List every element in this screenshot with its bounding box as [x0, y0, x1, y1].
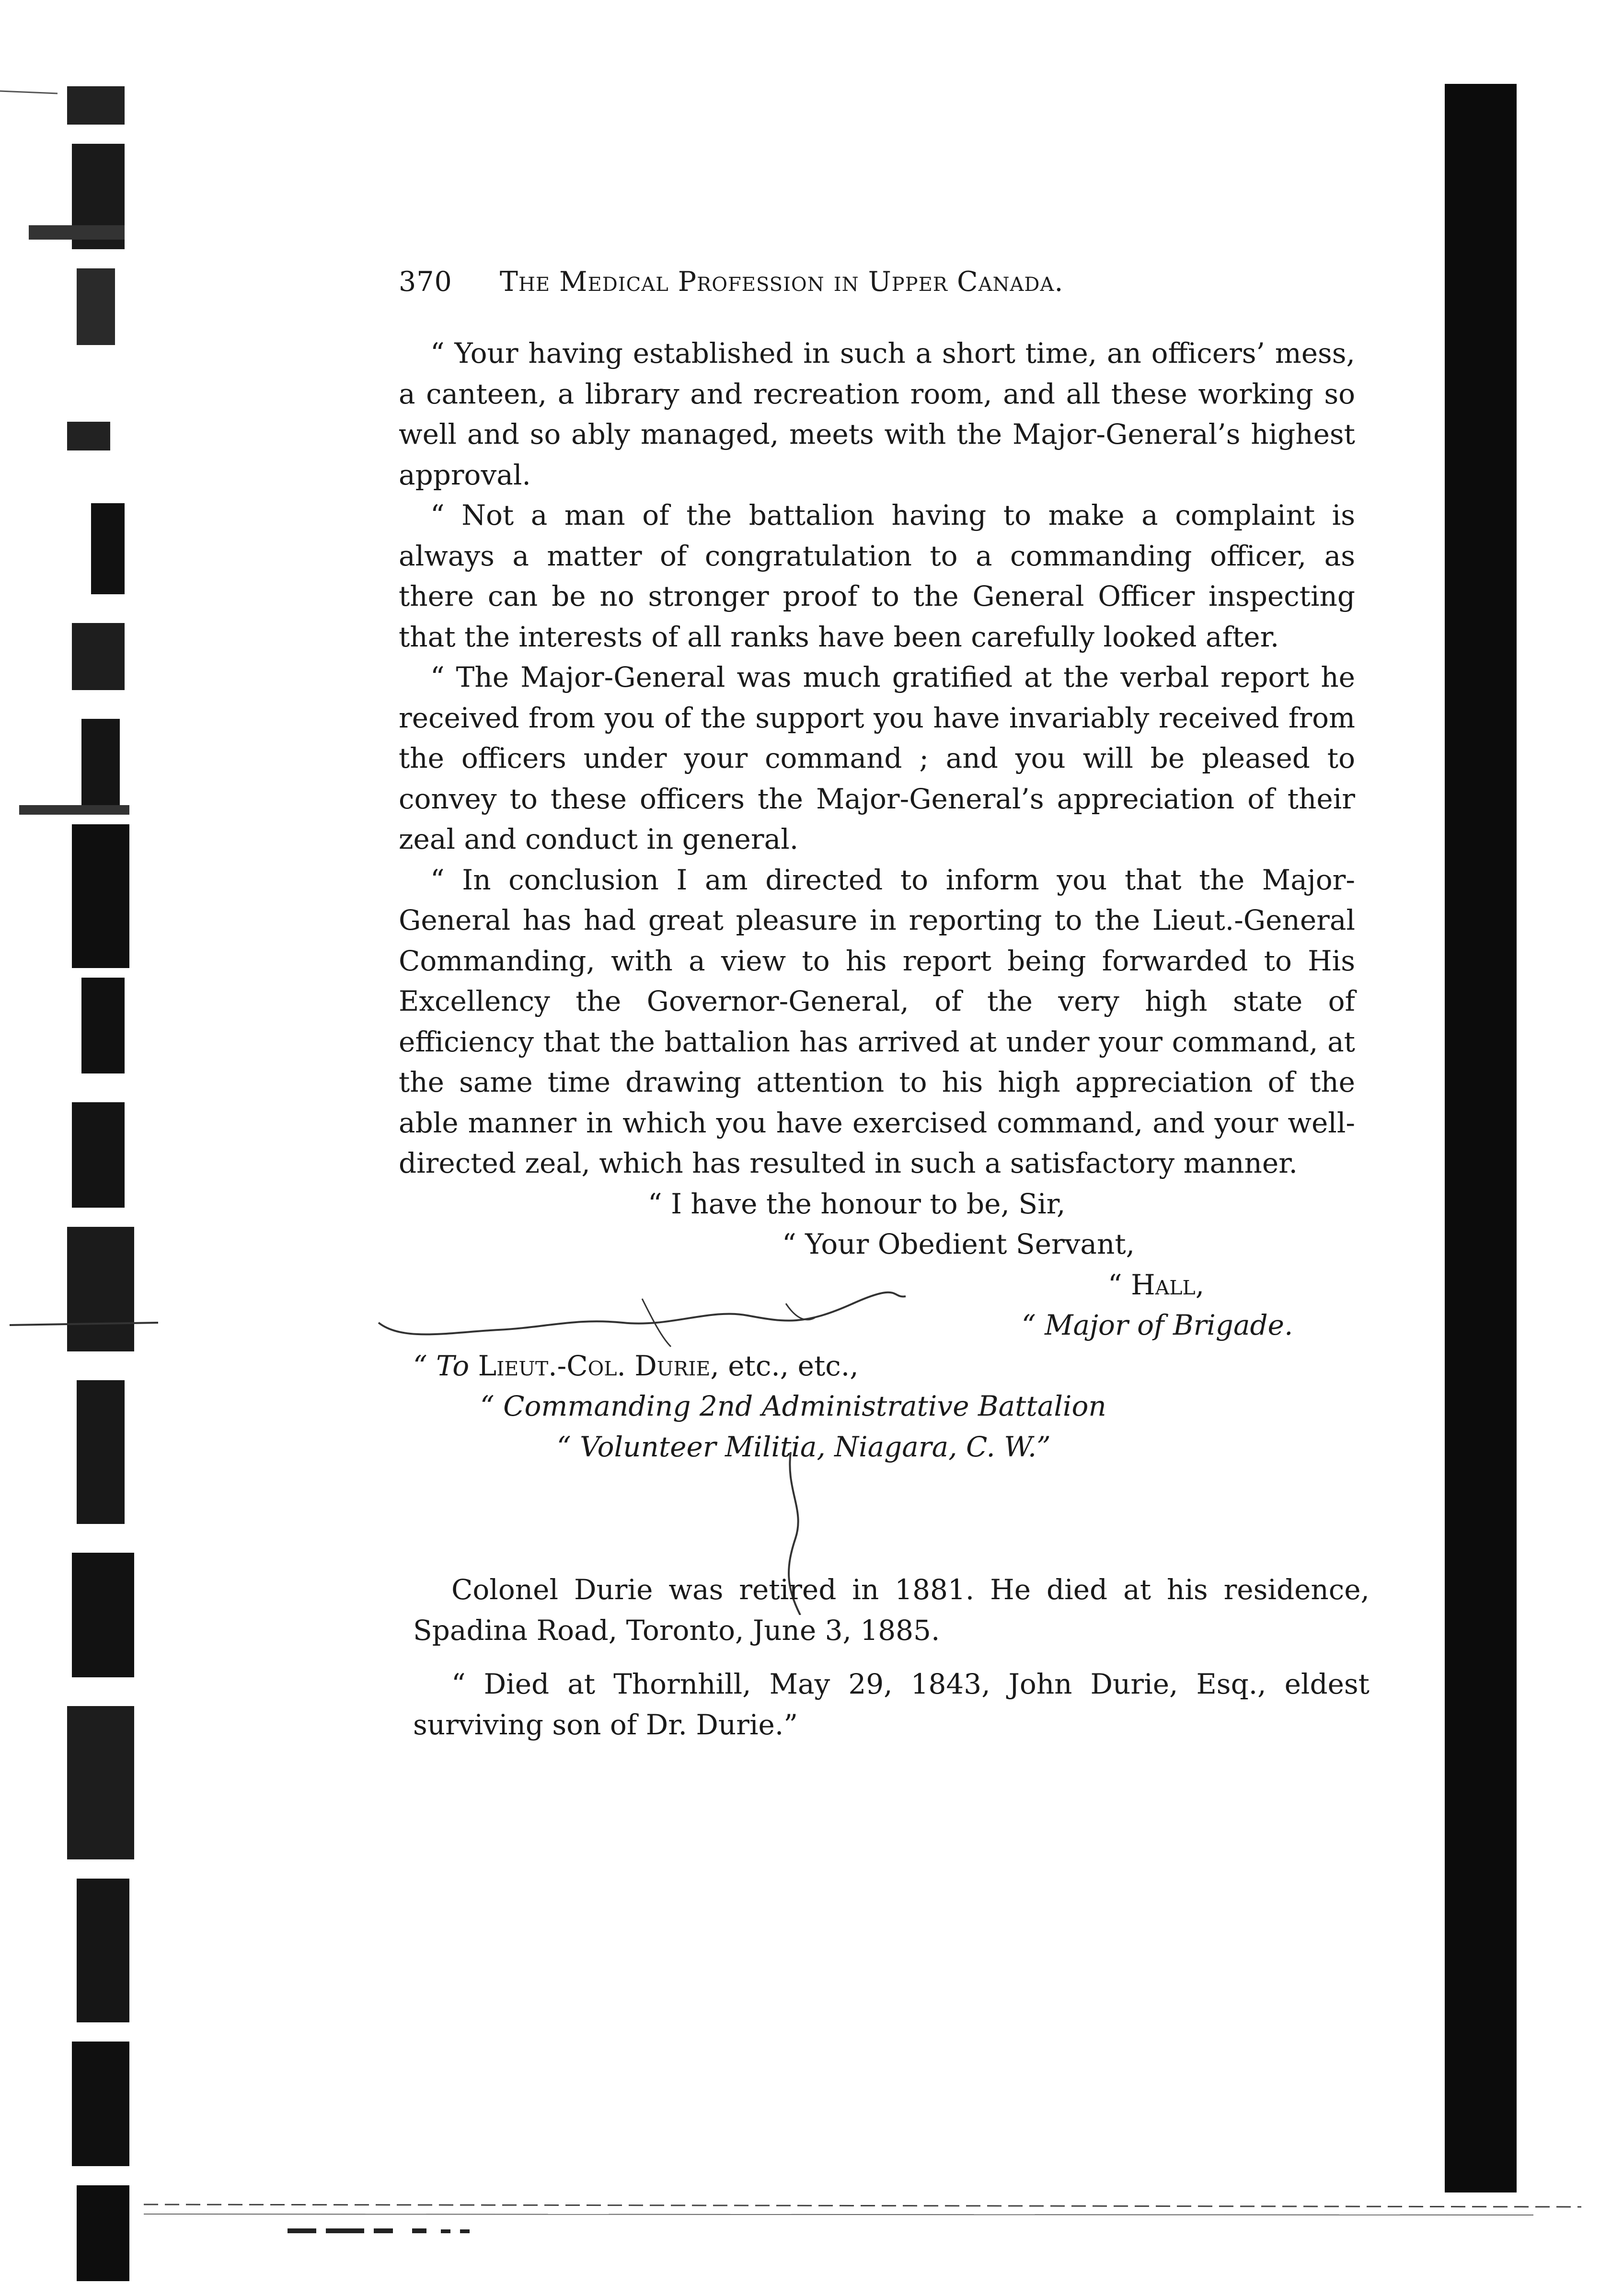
closing-servant: “ Your Obedient Servant,	[782, 1228, 1135, 1260]
signatory-name: “ Hall,	[1108, 1268, 1205, 1301]
address-line-battalion: “ Commanding 2nd Administrative Battalion	[480, 1390, 1106, 1422]
closing-salutation: “ I have the honour to be, Sir,	[648, 1187, 1066, 1220]
letter-paragraph: “ Your having established in such a short time, an officers’ mess, a canteen, a library and recreation room, and all these working so well and so ably managed, meets with the Major-General’s highest approval.	[399, 337, 1355, 491]
scan-edge-right	[1445, 84, 1517, 2192]
handwritten-flourish	[374, 1289, 910, 1356]
address-to-name: Lieut.-Col. Durie	[478, 1349, 711, 1382]
running-head: The Medical Profession in Upper Canada.	[499, 266, 1064, 298]
letter-address	[399, 1346, 1355, 1467]
narrative-paragraph: “ Died at Thornhill, May 29, 1843, John Durie, Esq., eldest surviving son of Dr. Durie.”	[413, 1668, 1370, 1741]
page-header	[399, 266, 1300, 298]
narrative-paragraph: Colonel Durie was retired in 1881. He died at his residence, Spadina Road, Toronto, June 3, 1885.	[413, 1573, 1370, 1647]
letter-paragraph: “ The Major-General was much gratified at the verbal report he received from you of the support you have invariably received from the officers under your command ; and you will be pleased to convey to these officers the Major-General’s appreciation of their zeal and conduct in general.	[399, 661, 1355, 855]
address-to-suffix: , etc., etc.,	[710, 1349, 859, 1382]
signatory-title: “ Major of Brigade.	[1022, 1309, 1293, 1341]
address-to-prefix: “ To	[413, 1349, 470, 1382]
letter-paragraph: “ In conclusion I am directed to inform you that the Major-General has had great pleasure in reporting to the Lieut.-General Commanding, with a view to his report being forwarded to His Excellency the Governor-General, of the very high state of efficiency that the battalion has arrived at under your command, at the same time drawing attention to his high appreciation of the able manner in which you have exercised command, and your well-directed zeal, which has resulted in such a satisfactory manner.	[399, 863, 1355, 1179]
narrative-section	[413, 1569, 1370, 1758]
scan-edge-bottom	[144, 2185, 1581, 2243]
address-line-militia: “ Volunteer Militia, Niagara, C. W.”	[557, 1430, 1051, 1463]
scan-edge-left	[0, 0, 158, 2296]
page-number: 370	[399, 266, 452, 298]
letter-paragraph: “ Not a man of the battalion having to make a complaint is always a matter of congratulation to a commanding officer, as there can be no stronger proof to the General Officer inspecting that the interests of all ranks have been carefully looked after.	[399, 499, 1355, 653]
